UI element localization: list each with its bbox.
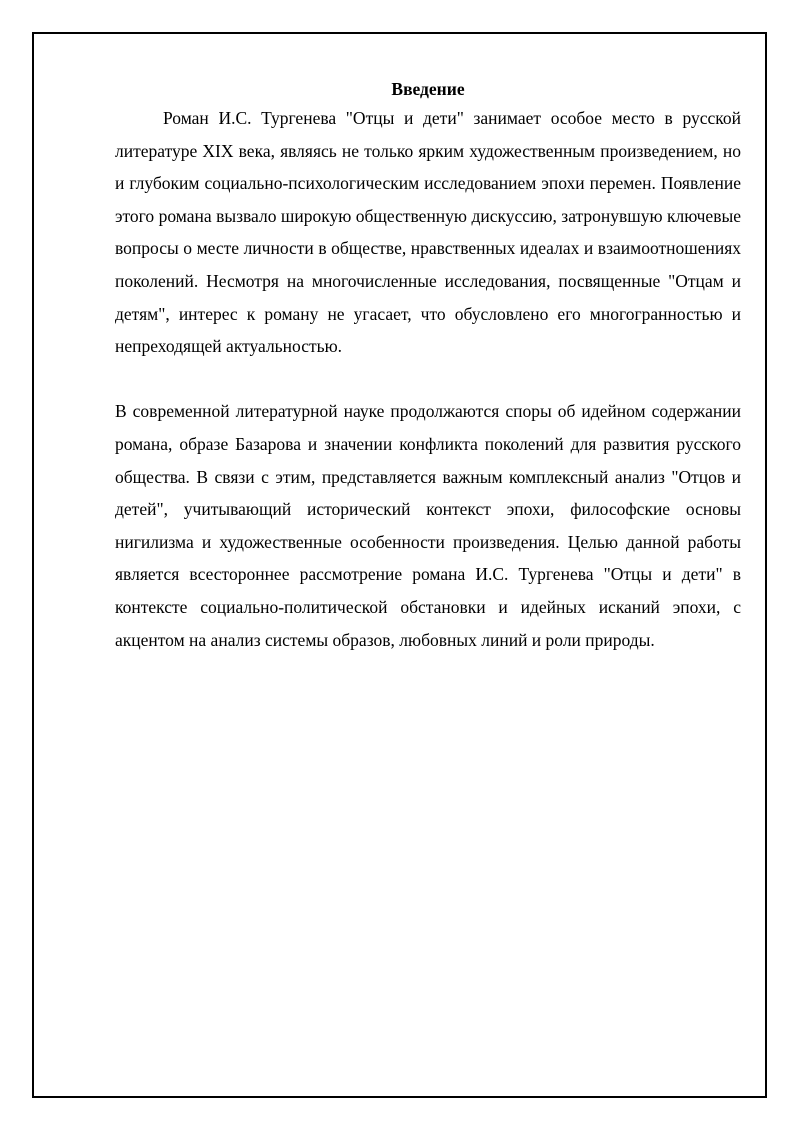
- paragraph-2: В современной литературной науке продолжаются споры об идейном содержании романа, образе Базарова и значении конфликта поколений для развития русского общества. В связи с этим, представляется важным комплексный анализ "Отцов и детей", учитывающий исторический контекст эпохи, философские основы нигилизма и художественные особенности произведения. Целью данной работы является всестороннее рассмотрение романа И.С. Тургенева "Отцы и дети" в контексте социально-политической обстановки и идейных исканий эпохи, с акцентом на анализ системы образов, любовных линий и роли природы.: [115, 401, 741, 650]
- paragraph-1: Роман И.С. Тургенева "Отцы и дети" занимает особое место в русской литературе XIX века, являясь не только ярким художественным произведением, но и глубоким социально-психологическим исследованием эпохи перемен. Появление этого романа вызвало широкую общественную дискуссию, затронувшую ключевые вопросы о месте личности в обществе, нравственных идеалах и взаимоотношениях поколений. Несмотря на многочисленные исследования, посвященные "Отцам и детям", интерес к роману не угасает, что обусловлено его многогранностью и непреходящей актуальностью.: [115, 108, 741, 357]
- paragraph-spacer: [115, 363, 741, 396]
- section-heading: Введение: [391, 79, 465, 99]
- document-body: [115, 76, 741, 656]
